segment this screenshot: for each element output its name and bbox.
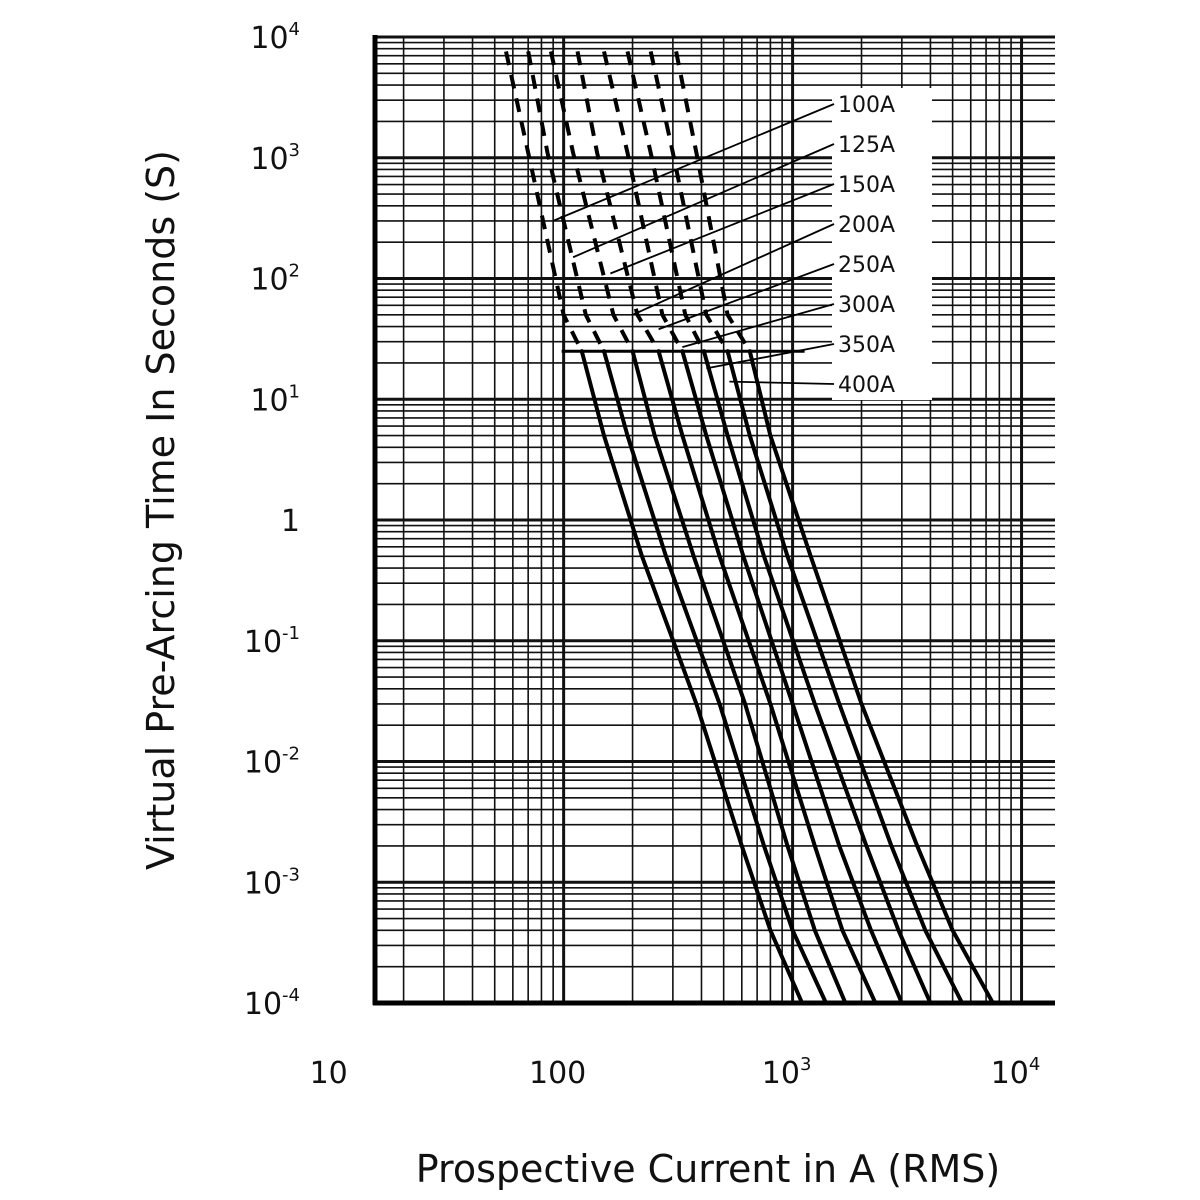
x-axis-label: Prospective Current in A (RMS) xyxy=(415,1147,1001,1191)
y-tick-label: $10^{-2}$ xyxy=(243,743,300,781)
curve-dashed-100a xyxy=(506,51,582,351)
y-tick-label: $10^4$ xyxy=(250,19,300,56)
curve-dashed-250a xyxy=(604,51,682,351)
curve-label-150a: 150A xyxy=(838,173,896,198)
x-tick-label: $10^4$ xyxy=(990,1054,1041,1091)
y-tick-label: $10^2$ xyxy=(250,260,300,298)
curve-label-350a: 350A xyxy=(838,333,896,358)
y-tick-label: $10^{-4}$ xyxy=(243,985,300,1022)
y-axis-label: Virtual Pre-Arcing Time In Seconds (S) xyxy=(139,150,183,870)
curve-dashed-400a xyxy=(676,51,750,351)
curve-label-200a: 200A xyxy=(838,213,896,238)
plot-grid xyxy=(373,35,1055,1005)
curve-label-300a: 300A xyxy=(838,293,896,318)
curve-label-400a: 400A xyxy=(838,373,896,398)
curve-label-250a: 250A xyxy=(838,253,896,278)
x-tick-label: 10 xyxy=(309,1056,348,1091)
curve-dashed-200a xyxy=(578,51,659,351)
curve-label-125a: 125A xyxy=(838,133,896,158)
x-tick-label: 100 xyxy=(529,1056,587,1091)
curve-label-100a: 100A xyxy=(838,93,896,118)
y-tick-label: 1 xyxy=(280,504,300,539)
y-tick-label: $10^1$ xyxy=(250,381,300,419)
x-tick-label: $10^3$ xyxy=(761,1054,812,1091)
y-tick-label: $10^3$ xyxy=(250,139,300,177)
y-tick-label: $10^{-1}$ xyxy=(243,622,300,660)
leader-line-400a xyxy=(729,382,834,384)
x-tick-labels xyxy=(310,1054,1041,1091)
y-tick-label: $10^{-3}$ xyxy=(243,864,300,902)
y-tick-labels xyxy=(244,19,300,1022)
